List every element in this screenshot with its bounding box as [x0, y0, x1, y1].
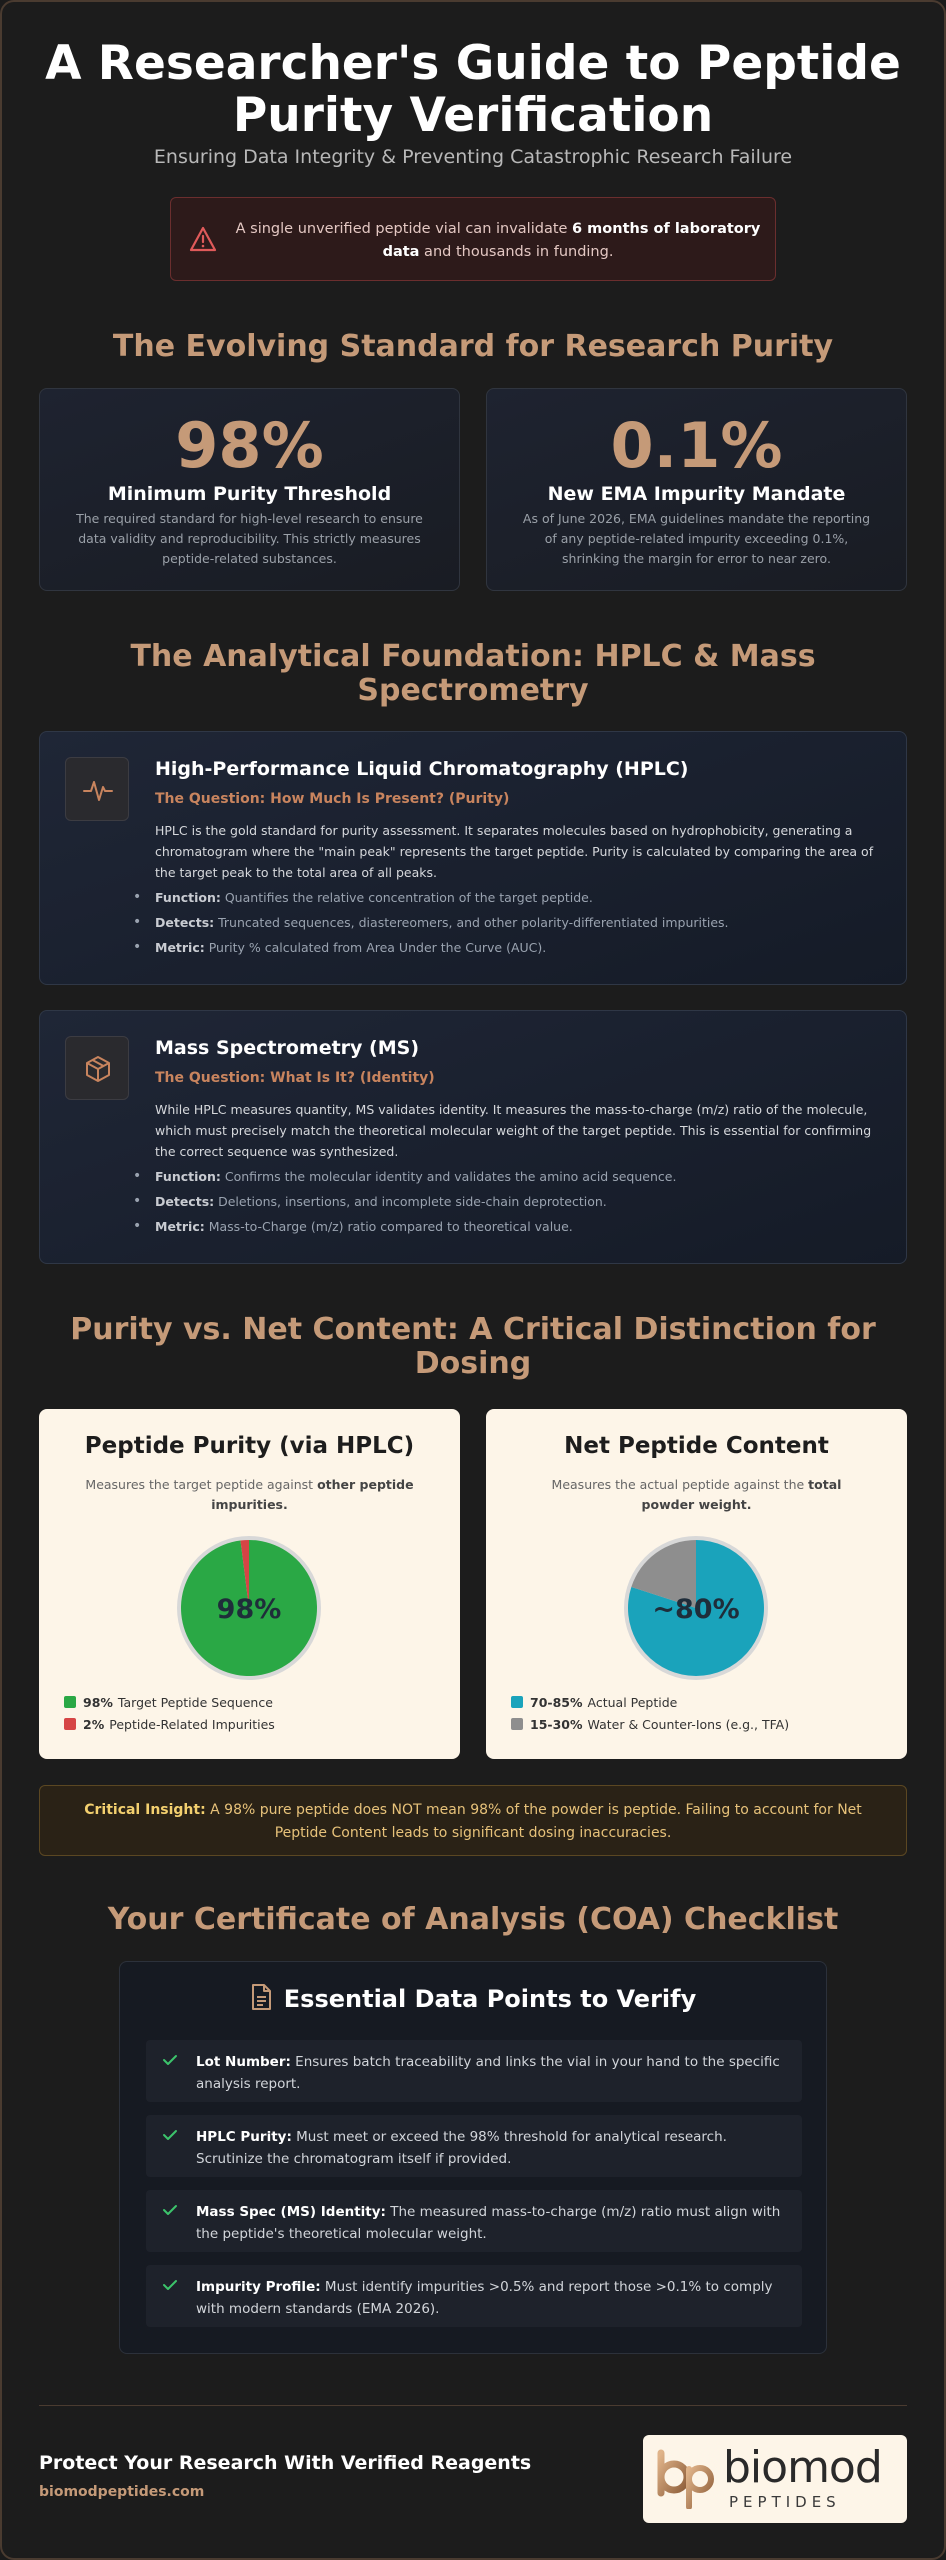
legend-item: 70-85% Actual Peptide	[511, 1691, 789, 1713]
page-title	[0, 38, 946, 142]
legend-swatch	[64, 1696, 76, 1708]
legend-swatch	[511, 1696, 523, 1708]
check-icon	[162, 2128, 178, 2142]
legend-item: 98% Target Peptide Sequence	[64, 1691, 275, 1713]
checklist-item: HPLC Purity: Must meet or exceed the 98% threshold for analytical research. Scrutinize the chromatogram itself if provided.	[146, 2115, 802, 2177]
purity-card	[39, 1409, 460, 1759]
method-icon-box	[65, 1036, 129, 1100]
checklist-heading-text: Essential Data Points to Verify	[283, 1985, 697, 2013]
list-item: • Function: Quantifies the relative concentration of the target peptide.	[155, 890, 885, 915]
section-title-distinction	[0, 1313, 946, 1381]
method-card-hplc	[39, 731, 907, 985]
warning-text: A single unverified peptide vial can invalidate 6 months of laboratory data and thousands in funding.	[235, 221, 761, 260]
checklist-item: Impurity Profile: Must identify impurities >0.5% and report those >0.1% to comply with modern standards (EMA 2026).	[146, 2265, 802, 2327]
chart-legend	[64, 1691, 275, 1735]
logo-wordmark: biomod	[723, 2442, 882, 2493]
pie-center-label: ~80%	[652, 1594, 740, 1625]
bp-logo-mark-icon	[655, 2449, 719, 2509]
net-content-card	[486, 1409, 907, 1759]
net-content-pie-chart	[621, 1533, 771, 1683]
method-title: Mass Spectrometry (MS)	[155, 1037, 419, 1059]
method-bullets	[155, 890, 885, 965]
stat-card-purity-threshold	[39, 388, 460, 591]
section-title-line-1: The Analytical Foundation: HPLC & Mass	[130, 639, 816, 674]
method-question: The Question: What Is It? (Identity)	[155, 1070, 435, 1086]
document-icon	[250, 1984, 272, 2010]
pie-center-label: 98%	[216, 1594, 282, 1625]
check-icon	[162, 2053, 178, 2067]
biomod-logo[interactable]	[643, 2435, 907, 2523]
method-question: The Question: How Much Is Present? (Purity)	[155, 791, 510, 807]
coa-checklist-card	[119, 1961, 827, 2354]
section-title-line-2: Spectrometry	[357, 673, 589, 708]
legend-item: 15-30% Water & Counter-Ions (e.g., TFA)	[511, 1713, 789, 1735]
stat-description: As of June 2026, EMA guidelines mandate the reporting of any peptide-related impurity exceeding 0.1%, shrinking the margin for error to near zero.	[522, 511, 871, 566]
method-description: HPLC is the gold standard for purity assessment. It separates molecules based on hydrophobicity, generating a chromatogram where the "main peak" represents the target peptide. Purity is calculated by comparing the area of the target peak to the total area of all peaks.	[155, 823, 874, 880]
list-item: • Detects: Deletions, insertions, and incomplete side-chain deprotection.	[155, 1194, 885, 1219]
method-title: High-Performance Liquid Chromatography (HPLC)	[155, 758, 689, 780]
warning-alert	[170, 197, 776, 281]
check-icon	[162, 2278, 178, 2292]
section-title-line-2: Dosing	[414, 1346, 532, 1381]
check-icon	[162, 2203, 178, 2217]
section-title-foundation	[0, 640, 946, 708]
section-title-standard: The Evolving Standard for Research Purity	[112, 329, 834, 364]
footer-divider	[39, 2405, 907, 2406]
list-item: • Function: Confirms the molecular identity and validates the amino acid sequence.	[155, 1169, 885, 1194]
list-item: • Metric: Mass-to-Charge (m/z) ratio compared to theoretical value.	[155, 1219, 885, 1244]
legend-swatch	[511, 1718, 523, 1730]
page-subtitle: Ensuring Data Integrity & Preventing Catastrophic Research Failure	[153, 146, 793, 168]
page-title-line-2: Purity Verification	[232, 88, 714, 143]
legend-item: 2% Peptide-Related Impurities	[64, 1713, 275, 1735]
logo-subtitle: PEPTIDES	[729, 2493, 841, 2511]
warning-icon	[189, 226, 217, 252]
activity-pulse-icon	[82, 774, 114, 806]
footer-url-link[interactable]: biomodpeptides.com	[39, 2484, 205, 2500]
card-subtitle: Measures the actual peptide against the total powder weight.	[551, 1477, 842, 1512]
stat-value: 98%	[175, 409, 324, 482]
method-card-mass-spec	[39, 1010, 907, 1264]
footer-tagline: Protect Your Research With Verified Reagents	[39, 2452, 532, 2474]
card-title: Net Peptide Content	[564, 1433, 829, 1459]
stat-label: New EMA Impurity Mandate	[547, 483, 846, 505]
page-title-line-1: A Researcher's Guide to Peptide	[45, 36, 901, 91]
method-icon-box	[65, 757, 129, 821]
card-title: Peptide Purity (via HPLC)	[84, 1433, 415, 1459]
purity-pie-chart	[174, 1533, 324, 1683]
cube-box-icon	[82, 1053, 114, 1085]
method-description: While HPLC measures quantity, MS validates identity. It measures the mass-to-charge (m/z) ratio of the molecule, which must precisely match the theoretical molecular weight of the target peptide. This is essential for confirming the correct sequence was synthesized.	[155, 1102, 872, 1159]
section-title-coa: Your Certificate of Analysis (COA) Checklist	[107, 1902, 839, 1937]
legend-swatch	[64, 1718, 76, 1730]
chart-legend	[511, 1691, 789, 1735]
checklist-item: Mass Spec (MS) Identity: The measured mass-to-charge (m/z) ratio must align with the peptide's theoretical molecular weight.	[146, 2190, 802, 2252]
list-item: • Detects: Truncated sequences, diastereomers, and other polarity-differentiated impurities.	[155, 915, 885, 940]
critical-insight-callout: Critical Insight: A 98% pure peptide does NOT mean 98% of the powder is peptide. Failing to account for Net Peptide Content leads to significant dosing inaccuracies.	[39, 1785, 907, 1856]
method-bullets	[155, 1169, 885, 1244]
stat-description: The required standard for high-level research to ensure data validity and reproducibility. This strictly measures peptide-related substances.	[76, 511, 423, 566]
stat-label: Minimum Purity Threshold	[107, 483, 392, 505]
section-title-line-1: Purity vs. Net Content: A Critical Distinction for	[70, 1312, 876, 1347]
stat-card-ema-mandate	[486, 388, 907, 591]
checklist-item: Lot Number: Ensures batch traceability and links the vial in your hand to the specific analysis report.	[146, 2040, 802, 2102]
stat-value: 0.1%	[610, 409, 783, 482]
list-item: • Metric: Purity % calculated from Area Under the Curve (AUC).	[155, 940, 885, 965]
checklist-heading	[120, 1984, 826, 2013]
card-subtitle: Measures the target peptide against other peptide impurities.	[85, 1477, 414, 1512]
